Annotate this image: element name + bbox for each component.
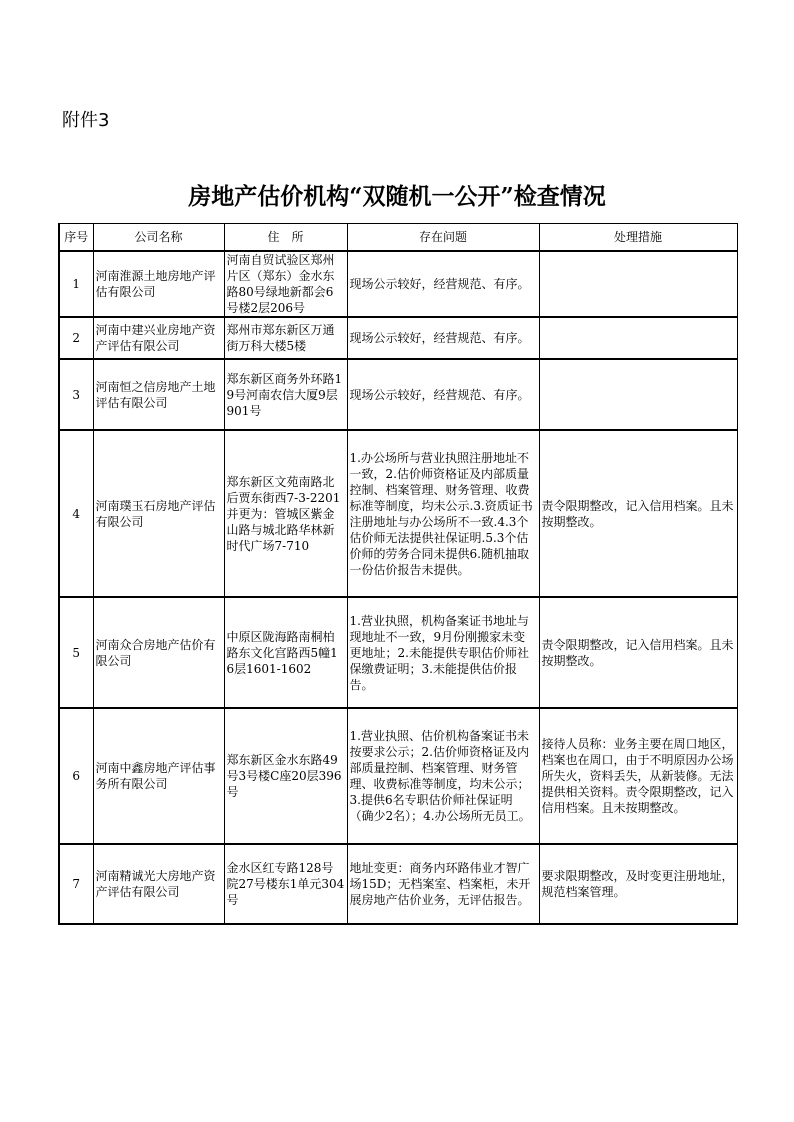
table-row <box>59 708 737 844</box>
row-index: 7 <box>59 844 93 924</box>
header-company: 公司名称 <box>93 224 224 252</box>
header-index: 序号 <box>59 224 93 252</box>
row-address: 河南自贸试验区郑州片区（郑东）金水东路80号绿地新都会6号楼2层206号 <box>224 251 347 317</box>
row-address: 金水区红专路128号院27号楼东1单元304号 <box>224 844 347 924</box>
row-address: 郑东新区文苑南路北后贾东街西7-3-2201并更为：管城区紫金山路与城北路华林新时代广场7-710 <box>224 430 347 597</box>
row-address: 郑州市郑东新区万通街万科大楼5楼 <box>224 317 347 359</box>
row-company: 河南精诚光大房地产资产评估有限公司 <box>93 844 224 924</box>
attachment-label: 附件3 <box>62 110 110 131</box>
row-issues: 1.营业执照，机构备案证书地址与现地址不一致，9月份刚搬家未变更地址；2.未能提供专职估价师社保缴费证明；3.未能提供估价报告。 <box>347 597 539 708</box>
row-company: 河南恒之信房地产土地评估有限公司 <box>93 359 224 430</box>
row-measures: 接待人员称：业务主要在周口地区，档案也在周口，由于不明原因办公场所失火，资料丢失，从新装修。无法提供相关资料。责令限期整改，记入信用档案。且未按期整改。 <box>539 708 737 844</box>
inspection-table <box>58 223 738 925</box>
row-issues: 现场公示较好，经营规范、有序。 <box>347 251 539 317</box>
table-row <box>59 597 737 708</box>
row-issues: 现场公示较好，经营规范、有序。 <box>347 359 539 430</box>
row-issues: 现场公示较好，经营规范、有序。 <box>347 317 539 359</box>
row-issues: 地址变更：商务内环路伟业才智广场15D；无档案室、档案柜，未开展房地产估价业务，无评估报告。 <box>347 844 539 924</box>
row-measures: 责令限期整改，记入信用档案。且未按期整改。 <box>539 597 737 708</box>
table-row <box>59 317 737 359</box>
row-company: 河南众合房地产估价有限公司 <box>93 597 224 708</box>
table-row <box>59 844 737 924</box>
row-company: 河南璞玉石房地产评估有限公司 <box>93 430 224 597</box>
row-company: 河南中鑫房地产评估事务所有限公司 <box>93 708 224 844</box>
row-measures: 要求限期整改，及时变更注册地址，规范档案管理。 <box>539 844 737 924</box>
table-row <box>59 251 737 317</box>
row-measures <box>539 251 737 317</box>
row-company: 河南中建兴业房地产资产评估有限公司 <box>93 317 224 359</box>
header-issues: 存在问题 <box>347 224 539 252</box>
row-company: 河南淮源土地房地产评估有限公司 <box>93 251 224 317</box>
table-header-row <box>59 224 737 252</box>
row-address: 郑东新区金水东路49号3号楼C座20层396号 <box>224 708 347 844</box>
row-index: 6 <box>59 708 93 844</box>
row-index: 4 <box>59 430 93 597</box>
row-measures <box>539 359 737 430</box>
row-address: 中原区陇海路南桐柏路东文化宫路西5幢16层1601-1602 <box>224 597 347 708</box>
row-measures: 责令限期整改，记入信用档案。且未按期整改。 <box>539 430 737 597</box>
row-index: 1 <box>59 251 93 317</box>
table-row <box>59 359 737 430</box>
row-index: 2 <box>59 317 93 359</box>
table-row <box>59 430 737 597</box>
row-issues: 1.营业执照、估价机构备案证书未按要求公示；2.估价师资格证及内部质量控制、档案管理、财务管理、收费标准等制度，均未公示；3.提供6名专职估价师社保证明（确少2名）；4.办公场所无员工。 <box>347 708 539 844</box>
row-issues: 1.办公场所与营业执照注册地址不一致，2.估价师资格证及内部质量控制、档案管理、财务管理、收费标准等制度，均未公示.3.资质证书注册地址与办公场所不一致.4.3个估价师无法提供社保证明.5.3个估价师的劳务合同未提供6.随机抽取一份估价报告未提供。 <box>347 430 539 597</box>
row-measures <box>539 317 737 359</box>
page-title: 房地产估价机构“双随机一公开”检查情况 <box>188 183 606 210</box>
row-address: 郑东新区商务外环路19号河南农信大厦9层901号 <box>224 359 347 430</box>
header-address: 住 所 <box>224 224 347 252</box>
header-measures: 处理措施 <box>539 224 737 252</box>
row-index: 3 <box>59 359 93 430</box>
row-index: 5 <box>59 597 93 708</box>
